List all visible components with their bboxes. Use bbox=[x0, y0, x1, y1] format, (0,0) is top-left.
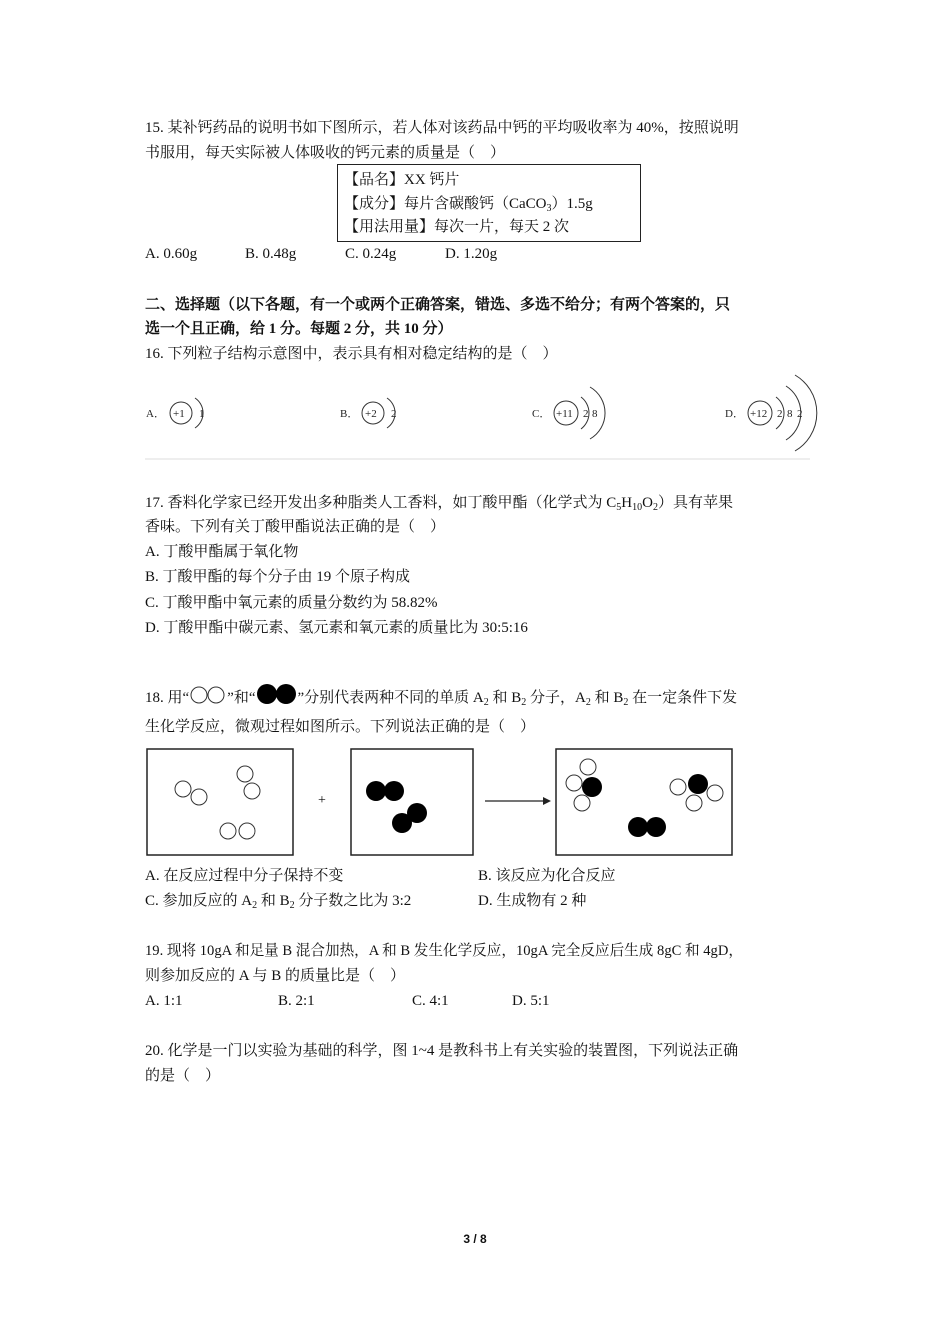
q17-stem-line1: 17. 香料化学家已经开发出多种脂类人工香料，如丁酸甲酯（化学式为 $C_5H_{10}O_2$）具有苹果 bbox=[145, 495, 733, 513]
q18-option-b: B. 该反应为化合反应 bbox=[478, 868, 616, 884]
q15-option-b: B. 0.48g bbox=[245, 246, 297, 262]
diagram-d-shell-3-electrons: 2 bbox=[797, 408, 803, 420]
q18-option-d: D. 生成物有 2 种 bbox=[478, 893, 587, 909]
q17-stem-line2: 香味。下列有关丁酸甲酯说法正确的是（ ） bbox=[145, 519, 446, 535]
reactant-box-b2 bbox=[351, 749, 473, 855]
diagram-c-shell-1-electrons: 2 bbox=[583, 408, 589, 420]
reactant-box-a2 bbox=[147, 749, 293, 855]
q16-stem: 16. 下列粒子结构示意图中，表示具有相对稳定结构的是（ ） bbox=[145, 346, 558, 362]
diagram-a-label: A． bbox=[146, 408, 165, 420]
q18-stem-line2: 生化学反应，微观过程如图所示。下列说法正确的是（ ） bbox=[145, 719, 536, 735]
q17-option-c: C. 丁酸甲酯中氧元素的质量分数约为 58.82% bbox=[145, 595, 438, 611]
q15-option-a: A. 0.60g bbox=[145, 246, 198, 262]
q18-option-c: C. 参加反应的 $A_2$ 和 $B_2$ 分子数之比为 3:2 bbox=[145, 893, 412, 911]
q15-option-d: D. 1.20g bbox=[445, 246, 498, 262]
page-number: 3 / 8 bbox=[463, 1232, 487, 1246]
q19-option-d: D. 5:1 bbox=[512, 993, 550, 1009]
diagram-d-label: D． bbox=[725, 408, 744, 420]
q20-stem-line1: 20. 化学是一门以实验为基础的科学，图 1~4 是教科书上有关实验的装置图，下列说法正确 bbox=[145, 1043, 739, 1059]
q15-stem-line2: 书服用，每天实际被人体吸收的钙元素的质量是（ ） bbox=[145, 145, 506, 161]
section2-header-line2: 选一个且正确，给 1 分。每题 2 分，共 10 分） bbox=[145, 321, 453, 337]
q17-option-b: B. 丁酸甲酯的每个分子由 19 个原子构成 bbox=[145, 569, 411, 585]
diagram-d-shell-2-electrons: 8 bbox=[787, 408, 793, 420]
diagram-b-label: B． bbox=[340, 408, 359, 420]
q15-stem-line1: 15. 某补钙药品的说明书如下图所示，若人体对该药品中钙的平均吸收率为 40%，按照说明 bbox=[145, 120, 739, 136]
medicine-label-box bbox=[337, 164, 641, 242]
diagram-a-shell-1-electrons: 1 bbox=[199, 408, 205, 420]
q19-stem-line2: 则参加反应的 A 与 B 的质量比是（ ） bbox=[145, 968, 406, 984]
black-molecule-icon bbox=[256, 683, 298, 705]
section2-header-line1: 二、选择题（以下各题，有一个或两个正确答案，错选、多选不给分；有两个答案的，只 bbox=[145, 297, 731, 313]
diagram-d-shell-1-electrons: 2 bbox=[777, 408, 783, 420]
diagram-a-nucleus-charge: +1 bbox=[173, 408, 185, 420]
reaction-arrow-head bbox=[543, 797, 551, 805]
label-row-dosage: 【用法用量】每次一片，每天 2 次 bbox=[344, 219, 570, 235]
q18-stem-line1: 18. 用“ ”和“ ”分别代表两种不同的单质 $A_2$ 和 $B_2$ 分子，$A_2$ 和 $B_2$ 在一定条件下发 bbox=[145, 683, 737, 708]
label-row-name: 【品名】XX 钙片 bbox=[344, 172, 460, 188]
q18-option-a: A. 在反应过程中分子保持不变 bbox=[145, 868, 344, 884]
atom-structure-diagrams bbox=[140, 370, 820, 465]
q17-option-d: D. 丁酸甲酯中碳元素、氢元素和氧元素的质量比为 30:5:16 bbox=[145, 620, 528, 636]
plus-sign: + bbox=[318, 793, 326, 808]
diagram-c-shell-2-electrons: 8 bbox=[592, 408, 598, 420]
diagram-d-nucleus-charge: +12 bbox=[750, 408, 768, 420]
q19-stem-line1: 19. 现将 10gA 和足量 B 混合加热，A 和 B 发生化学反应，10gA 完全反应后生成 8gC 和 4gD， bbox=[145, 943, 743, 959]
label-row-ingredient: 【成分】每片含碳酸钙（CaCO$_3$）1.5g bbox=[344, 196, 593, 214]
diagram-b-nucleus-charge: +2 bbox=[365, 408, 377, 420]
q19-option-a: A. 1:1 bbox=[145, 993, 183, 1009]
diagram-c-nucleus-charge: +11 bbox=[556, 408, 573, 420]
diagram-b-shell-1-electrons: 2 bbox=[391, 408, 397, 420]
reaction-diagram bbox=[145, 745, 745, 860]
q20-stem-line2: 的是（ ） bbox=[145, 1068, 221, 1084]
q15-option-c: C. 0.24g bbox=[345, 246, 397, 262]
q17-option-a: A. 丁酸甲酯属于氧化物 bbox=[145, 544, 299, 560]
q19-option-c: C. 4:1 bbox=[412, 993, 449, 1009]
diagram-c-label: C． bbox=[532, 408, 551, 420]
q19-option-b: B. 2:1 bbox=[278, 993, 315, 1009]
white-molecule-icon bbox=[189, 685, 227, 705]
